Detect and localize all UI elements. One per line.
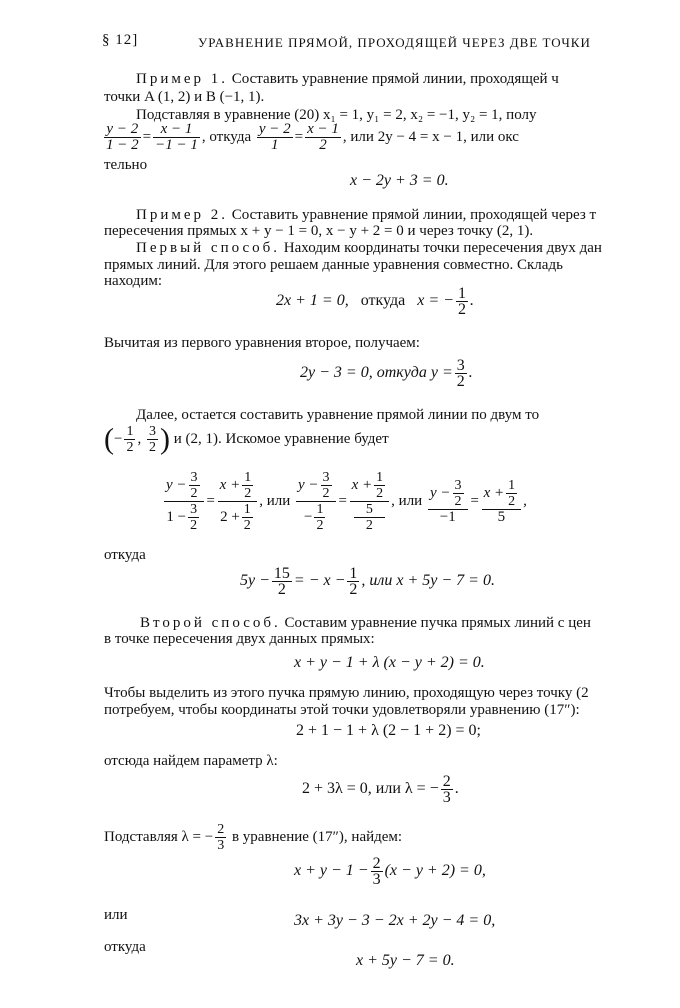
running-title: УРАВНЕНИЕ ПРЯМОЙ, ПРОХОДЯЩЕЙ ЧЕРЕЗ ДВЕ ТОЧКИ bbox=[198, 35, 591, 50]
eq-2y-minus-3: 2y − 3 = 0, откуда y = $\frac{3}{2}$ . bbox=[300, 357, 473, 390]
eq-substituted: x + y − 1 − $\frac{2}{3}$ (x − y + 2) = 0, bbox=[294, 855, 486, 888]
eq-expanded: 3x + 3y − 3 − 2x + 2y − 4 = 0, bbox=[294, 912, 496, 929]
ex1-line5: тельно bbox=[104, 157, 148, 173]
eq-2x-plus-1: 2x + 1 = 0, откуда x = − $\frac{1}{2}$ . bbox=[276, 285, 474, 318]
ex2-line9: в точке пересечения двух данных прямых: bbox=[104, 631, 375, 647]
ex2-line7: (− $\frac{1}{2}$ , $\frac{3}{2}$ ) и (2, 1). Искомое уравнение будет bbox=[104, 422, 389, 456]
eq-substitution: 2 + 1 − 1 + λ (2 − 1 + 2) = 0; bbox=[296, 722, 481, 739]
ex2-subtract-text: Вычитая из первого уравнения второе, получаем: bbox=[104, 335, 420, 351]
eq-lambda: 2 + 3λ = 0, или λ = − $\frac{2}{3}$ . bbox=[302, 773, 459, 806]
ex2-line11: потребуем, чтобы координаты этой точки удовлетворяли уравнению (17″): bbox=[104, 702, 580, 718]
eq-5y: 5y − $\frac{15}{2}$ = − x − $\frac{1}{2}$ , или x + 5y − 7 = 0. bbox=[240, 565, 495, 598]
ex2-line12: отсюда найдем параметр λ: bbox=[104, 753, 278, 769]
ex2-otkuda: откуда bbox=[104, 547, 146, 563]
ex2-line5: находим: bbox=[104, 273, 163, 289]
ex1-fraction-line: $\frac{y - 2}{1 - 2}$ = $\frac{x - 1}{-1 - 1}$ , откуда $\frac{y - 2}{1}$ = $\frac{x - 1}{2}$ , или 2y − 4 = x − 1, или окс bbox=[106, 121, 519, 153]
way2-label: Второй способ. bbox=[140, 615, 281, 631]
ex1-result: x − 2y + 3 = 0. bbox=[350, 172, 449, 189]
eq-two-point-form: y − $\frac{3}{2}$ 1 − $\frac{3}{2}$ = x + $\frac{1}{2}$ 2 + $\frac{1}{2}$ , или y − $\frac{3}{2}$ − $\frac{1}{2}$ = x + $\frac{1}{2}$ 5 2 , или y − $\frac{3}{2}$ −1 = x + $\frac{1}{2}$ 5 , bbox=[166, 470, 527, 533]
ex2-line2: пересечения прямых x + y − 1 = 0, x − y + 2 = 0 и через точку (2, 1). bbox=[104, 223, 534, 239]
ex2-line3: Первый способ. Находим координаты точки пересечения двух дан bbox=[136, 240, 602, 256]
ex1-line1: Пример 1. Составить уравнение прямой линии, проходящей ч bbox=[136, 71, 559, 87]
ex1-label: Пример 1. bbox=[136, 71, 229, 87]
eq-pencil: x + y − 1 + λ (x − y + 2) = 0. bbox=[294, 654, 485, 671]
ex2-line10: Чтобы выделить из этого пучка прямую линию, проходящую через точку (2 bbox=[104, 685, 589, 701]
ex2-line1: Пример 2. Составить уравнение прямой линии, проходящей через т bbox=[136, 207, 597, 223]
ex1-line2: точки A (1, 2) и B (−1, 1). bbox=[104, 89, 265, 105]
section-number: § 12] bbox=[102, 32, 139, 48]
way1-label: Первый способ. bbox=[136, 240, 281, 256]
ex2-label: Пример 2. bbox=[136, 207, 229, 223]
ex2-line8: Второй способ. Составим уравнение пучка прямых линий с цен bbox=[140, 615, 591, 631]
ex2-ili: или bbox=[104, 907, 128, 923]
ex2-line4: прямых линий. Для этого решаем данные уравнения совместно. Складь bbox=[104, 257, 563, 273]
eq-final: x + 5y − 7 = 0. bbox=[356, 952, 455, 969]
ex2-line6: Далее, остается составить уравнение прямой линии по двум то bbox=[136, 407, 540, 423]
ex1-line3: Подставляя в уравнение (20) x₁ = 1, y₁ = 2, x₂ = −1, y₂ = 1, полу bbox=[136, 107, 537, 123]
ex2-line13: Подставляя λ = − $\frac{2}{3}$ в уравнение (17″), найдем: bbox=[104, 822, 403, 853]
ex2-otkuda-final: откуда bbox=[104, 939, 146, 955]
